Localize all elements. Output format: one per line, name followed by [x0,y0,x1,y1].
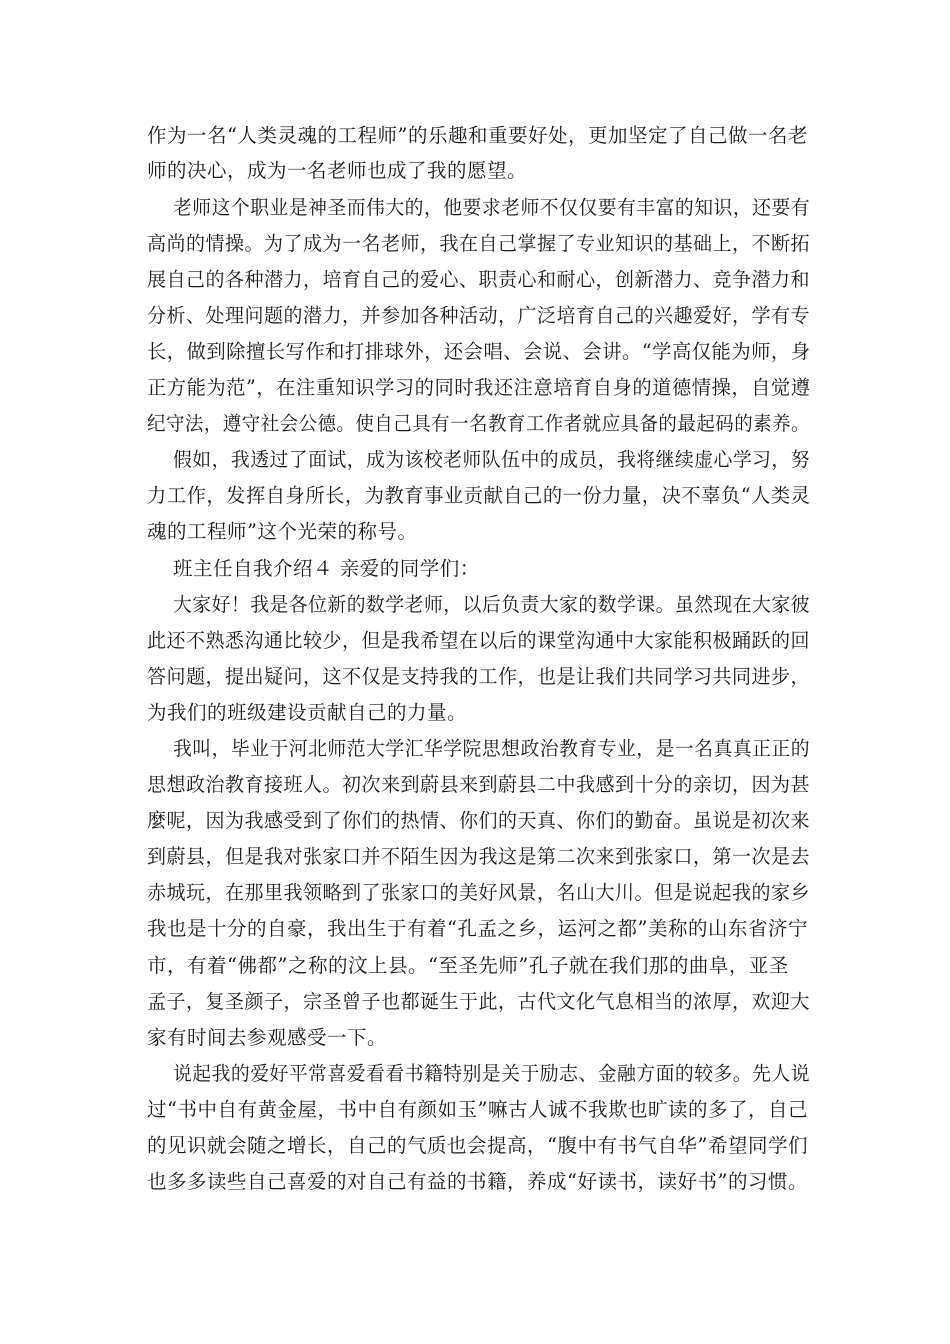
text-line: 老师这个职业是神圣而伟大的，他要求老师不仅仅要有丰富的知识，还要有 [173,196,811,219]
text-line: 力工作，发挥自身所长，为教育事业贡献自己的一份力量，决不辜负“人类灵 [147,484,811,507]
text-line: 也多多读些自己喜爱的对自己有益的书籍，养成“好读书，读好书”的习惯。 [147,1170,808,1193]
text-line: 班主任自我介绍４ 亲爱的同学们： [173,557,480,580]
text-line: 我叫，毕业于河北师范大学汇华学院思想政治教育专业，是一名真真正正的 [173,737,811,760]
text-line: 思想政治教育接班人。初次来到蔚县来到蔚县二中我感到十分的亲切，因为甚 [147,773,811,796]
text-line: 我也是十分的自豪，我出生于有着“孔孟之乡，运河之都”美称的山东省济宁 [147,917,808,940]
text-line: 到蔚县，但是我对张家口并不陌生因为我这是第二次来到张家口，第一次是去 [147,845,811,868]
text-line: 市，有着“佛都”之称的汶上县。“至圣先师”孔子就在我们那的曲阜，亚圣 [147,954,789,977]
text-line: 过“书中自有黄金屋，书中自有颜如玉”嘛古人诚不我欺也旷读的多了，自己 [147,1098,808,1121]
text-line: 魂的工程师”这个光荣的称号。 [147,520,418,543]
text-line: 高尚的情操。为了成为一名老师，我在自己掌握了专业知识的基础上，不断拓 [147,232,811,255]
text-line: 展自己的各种潜力，培育自己的爱心、职责心和耐心，创新潜力、竞争潜力和 [147,268,811,291]
text-line: 赤城玩，在那里我领略到了张家口的美好风景，名山大川。但是说起我的家乡 [147,881,811,904]
text-line: 假如，我透过了面试，成为该校老师队伍中的成员，我将继续虚心学习，努 [173,448,811,471]
text-line: 分析、处理问题的潜力，并参加各种活动，广泛培育自己的兴趣爱好，学有专 [147,304,811,327]
text-line: 答问题，提出疑问，这不仅是支持我的工作，也是让我们共同学习共同进步， [147,665,811,688]
text-line: 正方能为范”，在注重知识学习的同时我还注意培育自身的道德情操，自觉遵 [147,376,811,399]
text-line: 师的决心，成为一名老师也成了我的愿望。 [147,159,528,182]
text-line: 麼呢，因为我感受到了你们的热情、你们的天真、你们的勤奋。虽说是初次来 [147,809,811,832]
text-line: 家有时间去参观感受一下。 [147,1026,388,1049]
text-line: 孟子，复圣颜子，宗圣曾子也都诞生于此，古代文化气息相当的浓厚，欢迎大 [147,990,811,1013]
text-line: 说起我的爱好平常喜爱看看书籍特别是关于励志、金融方面的较多。先人说 [173,1062,811,1085]
text-line: 大家好！我是各位新的数学老师，以后负责大家的数学课。虽然现在大家彼 [173,593,811,616]
text-line: 长，做到除擅长写作和打排球外，还会唱、会说、会讲。“学高仅能为师，身 [147,340,811,363]
text-line: 的见识就会随之增长，自己的气质也会提高，“腹中有书气自华”希望同学们 [147,1134,808,1157]
text-line: 作为一名“人类灵魂的工程师”的乐趣和重要好处，更加坚定了自己做一名老 [147,124,808,147]
text-line: 纪守法，遵守社会公德。使自己具有一名教育工作者就应具备的最起码的素养。 [147,412,810,435]
text-line: 为我们的班级建设贡献自己的力量。 [147,701,468,724]
text-line: 此还不熟悉沟通比较少，但是我希望在以后的课堂沟通中大家能积极踊跃的回 [147,629,811,652]
